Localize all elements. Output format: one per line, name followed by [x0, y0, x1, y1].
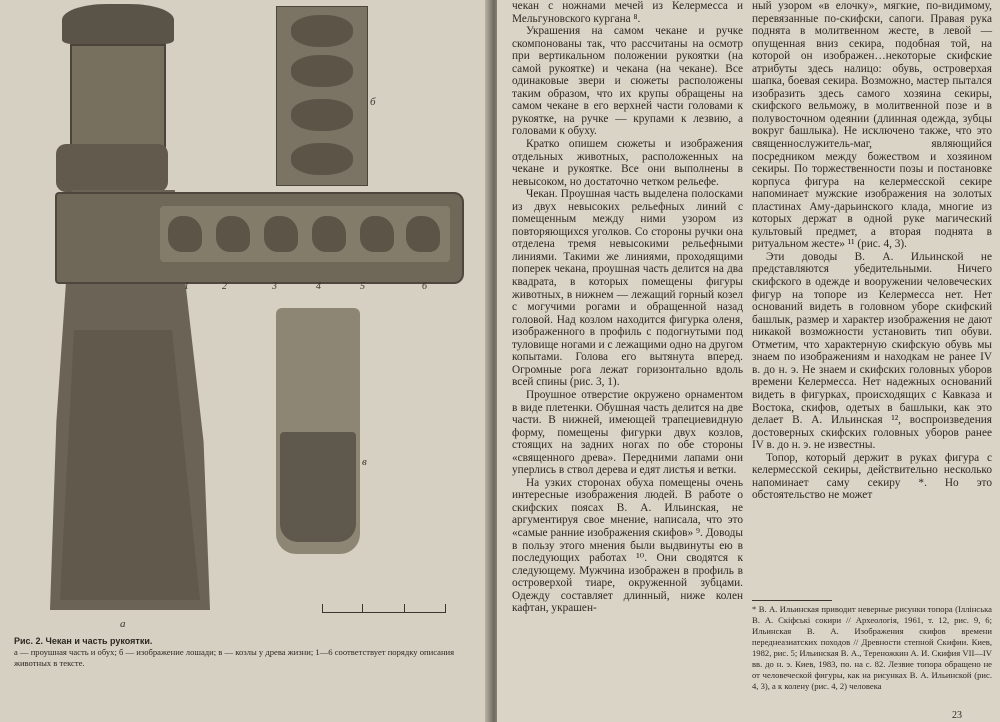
number-label: 3 [272, 281, 277, 292]
right-text-column [752, 0, 992, 502]
left-page [0, 0, 492, 722]
axe-socket [56, 144, 168, 192]
paragraph: На узких сторонах обуха помещены очень интересные изображения людей. В работе о скифских поясах В. А. Ильинская, не аргументируя свое мнение, написала, что это «самые ранние изображения скифов» ⁹. Доводы в пользу этого мнения были выдвинуты ею в последующих работах ¹⁰. Они сводятся к следующему. Мужчина изображен в профиль в островерхой тиаре, окруженной зубцами. Одежду составляет длинный, ниже колен кафтан, украшен- [512, 476, 743, 615]
animal-numbers [150, 281, 450, 295]
relief-animal [291, 99, 353, 131]
footnote-rule [752, 600, 832, 601]
paragraph: Эти доводы В. А. Ильинской не представляются убедительными. Ничего скифского в одежде и вооружении человеческих фигур на топоре из Келермесса нет. Нет оснований видеть в головном уборе скифский башлык, размер и характер изображения не дают никакой возможности установить тип обуви. Отметим, что характерную скифскую обувь мы знаем по изображениям и находкам не ранее IV в. до н. э. Не знаем и скифских головных уборов времени Келермесса. Нет надежных оснований видеть в фигурках, происходящих с Кавказа и Востока, скифов, одетых в башлыки, как это делает В. А. Ильинская ¹², воспроизведения достоверных скифских головных уборов ранее IV в. до н. э. не известны. [752, 250, 992, 452]
number-label: 5 [360, 281, 365, 292]
relief-animal [264, 216, 298, 252]
footnote: * В. А. Ильинская приводит неверные рисунки топора (Іллінська В. А. Скіфські сокири // Археологія, 1961, т. 12, рис. 9, 6; Ильинская В. А. Изображения скифов времени переднеазиатских походов // Древности степной Скифии. Киев, 1982, рис. 5; Ильинская В. А., Тереножкин А. И. Скифия VII—IV вв. до н. э. Киев, 1983, по. на с. 82. Лезвие топора обращено не от человеческой фигуры, как на рисунках В. А. Ильинской (рис. 4, 3), а к колену (рис. 4, 2) человека [752, 604, 992, 691]
relief-animal [216, 216, 250, 252]
relief-animal [360, 216, 394, 252]
axe-handle-top [70, 44, 166, 148]
horse-relief-photo [276, 6, 368, 186]
paragraph: Топор, который держит в руках фигура с келермесской секиры, действительно несколько напоминает саму секиру *. Но это обстоятельство не может [752, 451, 992, 502]
ornament-band [280, 432, 356, 542]
paragraph: Проушное отверстие окружено орнаментом в виде плетенки. Обушная часть делится на две части. В нижней, имеющей трапециевидную форму, помещены фигурки двух козлов, стоящих на задних ногах по обе стороны «священного древа». Передними лапами они уперлись в ствол дерева и едят листья и ветки. [512, 388, 743, 477]
page-number: 23 [952, 710, 962, 721]
relief-animal [312, 216, 346, 252]
figure-label-v: в [362, 456, 367, 468]
goats-tree-photo [276, 308, 360, 554]
paragraph: Кратко опишем сюжеты и изображения отдельных животных, расположенных на чекане и рукоятке. Все они выполнены в невысоком, но достаточно четком рельефе. [512, 138, 743, 188]
paragraph: чекан с ножнами мечей из Келермесса и Мельгуновского кургана ⁸. [512, 0, 743, 25]
caption-text: а — проушная часть и обух; б — изображение лошади; в — козлы у древа жизни; 1—6 соответствует порядку описания животных в тексте. [14, 647, 455, 668]
relief-animal [291, 15, 353, 47]
relief-animal [291, 143, 353, 175]
figure-caption [14, 636, 470, 669]
relief-animal [168, 216, 202, 252]
number-label: 2 [222, 281, 227, 292]
relief-animal [406, 216, 440, 252]
paragraph: Чекан. Проушная часть выделена полосками из двух невысоких рельефных линий с помещенным между ними узором из повторяющихся уголков. Со стороны ручки она отделена тремя невысокими рельефными линиями. Такими же линиями, проходящими поперек чекана, проушная часть делится на два квадрата, в которых помещены фигуры животных, в нижнем — лежащий горный козел с могучими рогами и обращенной назад головой. Над козлом находится фигурка оленя, изображенного в профиль с подогнутыми под туловище ногами и с лежащими одно на другом копытами. Голова его вытянута вперед. Огромные рога лежат горизонтально вдоль всей спины (рис. 3, 1). [512, 188, 743, 389]
number-label: 4 [316, 281, 321, 292]
paragraph: ный узором «в елочку», мягкие, по-видимому, перевязанные по-скифски, сапоги. Правая рука поднята в молитвенном жесте, в левой — опущенная вниз секира, подобная той, на которой он изображен…некоторые скифские атрибуты здесь налицо: обувь, островерхая шапка, боевая секира. Возможно, мастер пытался изобразить здесь самого хозяина секиры, скифского вельможу, в молитвенной позе и в полувосточном одеянии (длинная одежда, зубцы вокруг башлыка). Не исключено также, что это священнослужитель-маг, являющийся посредником между божеством и хозяином секиры. По торжественности позы и постановке корпуса фигура на келермесской секире напоминает мужские изображения на золотых пластинах Аму-дарьинского клада, многие из которых держат в одной руке магический культовый предмет, а вторая поднята в ритуальном жесте» ¹¹ (рис. 4, 3). [752, 0, 992, 251]
number-label: 1 [184, 281, 189, 292]
axe-relief-band [160, 206, 450, 262]
relief-animal [291, 55, 353, 87]
figure-label-b: б [370, 96, 376, 108]
paragraph: Украшения на самом чекане и ручке скомпонованы так, что рассчитаны на осмотр при вертикальном положении рукоятки (на самой рукоятке) и чекана (на чекане). Все одинаковые звери и сюжеты расположены таким образом, что их крупы обращены на самом чекане в его верхней части головами к рукоятке, на ручке — крупами к лезвию, а головами к обуху. [512, 25, 743, 138]
scale-bar [322, 604, 446, 613]
axe-finial-figure [62, 4, 174, 44]
caption-title: Рис. 2. Чекан и часть рукоятки. [14, 636, 153, 646]
figure-label-a: а [120, 618, 126, 630]
number-label: 6 [422, 281, 427, 292]
middle-text-column [512, 0, 743, 615]
